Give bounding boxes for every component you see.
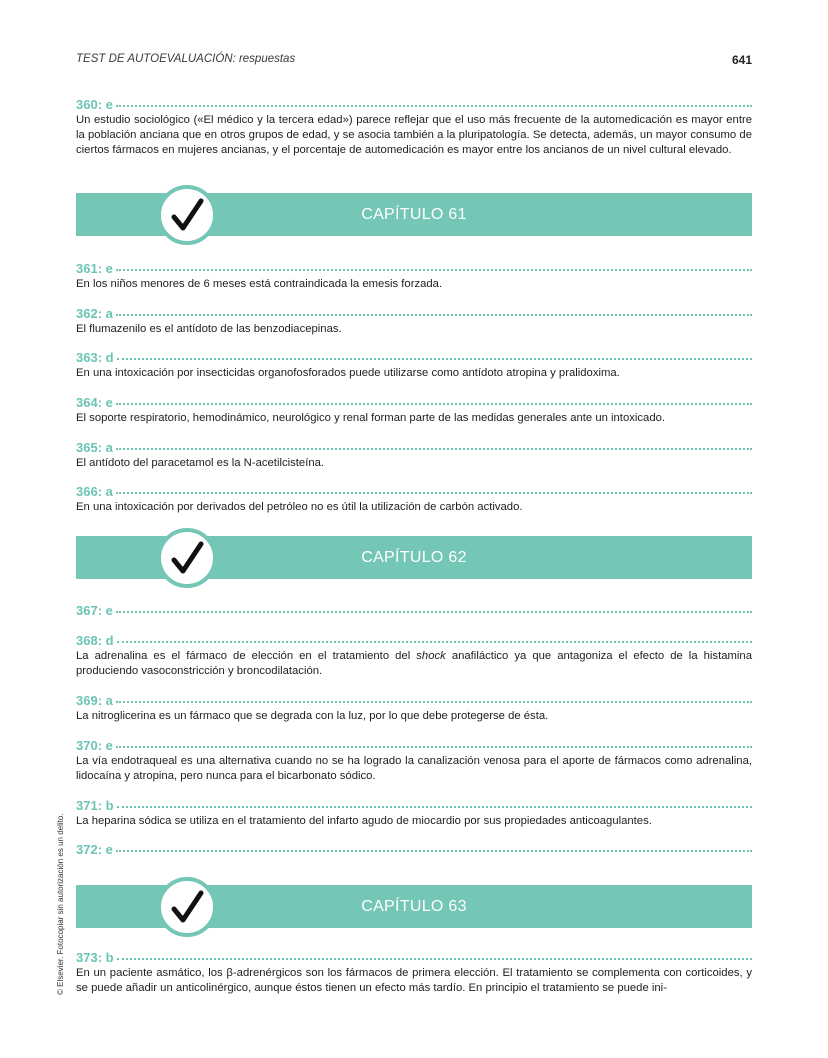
chapter-title: CAPÍTULO 61 — [361, 206, 467, 223]
question-label: 370: e — [76, 738, 113, 753]
question-label: 373: b — [76, 950, 114, 965]
question-label: 360: e — [76, 97, 113, 112]
dotted-leader — [117, 641, 752, 643]
question-366 — [76, 484, 752, 515]
dotted-leader — [116, 492, 752, 494]
question-364 — [76, 395, 752, 426]
checkmark-badge — [157, 528, 217, 588]
answer-text: En una intoxicación por derivados del petróleo no es útil la utilización de carbón activado. — [76, 501, 523, 513]
question-label: 363: d — [76, 350, 114, 365]
question-label: 362: a — [76, 306, 113, 321]
dotted-leader — [117, 806, 752, 808]
question-label: 372: e — [76, 842, 113, 857]
question-367 — [76, 603, 752, 618]
question-label: 365: a — [76, 440, 113, 455]
question-label: 371: b — [76, 798, 114, 813]
question-363 — [76, 350, 752, 381]
chapter-banner-62 — [76, 536, 752, 579]
chapter-title: CAPÍTULO 62 — [361, 549, 467, 566]
checkmark-icon — [161, 189, 213, 241]
answer-text: El antídoto del paracetamol es la N-acetilcisteína. — [76, 457, 325, 469]
chapter-banner-63 — [76, 885, 752, 928]
question-label: 361: e — [76, 261, 113, 276]
answer-text: La nitroglicerina es un fármaco que se degrada con la luz, por lo que debe protegerse de ésta. — [76, 710, 549, 722]
dotted-leader — [116, 269, 752, 271]
question-372 — [76, 842, 752, 857]
question-label: 369: a — [76, 693, 113, 708]
dotted-leader — [116, 403, 752, 405]
answer-text: La vía endotraqueal es una alternativa cuando no se ha logrado la canalización venosa para el aporte de fármacos como adrenalina, lidocaína y atropina, pero nunca para el bicarbonato sódico. — [76, 755, 752, 782]
answer-text: La adrenalina es el fármaco de elección en el tratamiento del shock anafiláctico ya que antagoniza el efecto de la histamina produciendo vasoconstricción y broncodilatación. — [76, 650, 752, 677]
page-header — [76, 53, 752, 69]
page-number: 641 — [731, 53, 752, 67]
question-label: 368: d — [76, 633, 114, 648]
dotted-leader — [117, 958, 752, 960]
answer-text: En los niños menores de 6 meses está contraindicada la emesis forzada. — [76, 278, 443, 290]
dotted-leader — [116, 314, 752, 316]
running-title: TEST DE AUTOEVALUACIÓN: respuestas — [76, 53, 296, 65]
dotted-leader — [116, 611, 752, 613]
question-label: 367: e — [76, 603, 113, 618]
checkmark-badge — [157, 877, 217, 937]
answer-text: La heparina sódica se utiliza en el tratamiento del infarto agudo de miocardio por sus propiedades anticoagulantes. — [76, 815, 652, 827]
dotted-leader — [116, 105, 752, 107]
checkmark-icon — [161, 532, 213, 584]
dotted-leader — [116, 448, 752, 450]
answer-text: En una intoxicación por insecticidas organofosforados puede utilizarse como antídoto atropina y pralidoxima. — [76, 367, 620, 379]
checkmark-badge — [157, 185, 217, 245]
dotted-leader — [116, 701, 752, 703]
question-373 — [76, 950, 752, 996]
question-371 — [76, 798, 752, 829]
answer-text: En un paciente asmático, los β-adrenérgicos son los fármacos de primera elección. El tratamiento se complementa con corticoides, y se puede añadir un anticolinérgico, aunque éstos tienen un efecto más tardío. En principio el tratamiento se puede ini- — [76, 967, 752, 994]
question-label: 366: a — [76, 484, 113, 499]
dotted-leader — [116, 746, 752, 748]
question-368 — [76, 633, 752, 679]
copyright-notice: © Elsevier. Fotocopiar sin autorización es un delito. — [56, 813, 65, 995]
dotted-leader — [116, 850, 752, 852]
question-361 — [76, 261, 752, 292]
answer-text: El soporte respiratorio, hemodinámico, neurológico y renal forman parte de las medidas generales ante un intoxicado. — [76, 412, 666, 424]
question-label: 364: e — [76, 395, 113, 410]
answer-text: El flumazenilo es el antídoto de las benzodiacepinas. — [76, 323, 342, 335]
question-369 — [76, 693, 752, 724]
answer-text: Un estudio sociológico («El médico y la tercera edad») parece reflejar que el uso más frecuente de la automedicación es mayor entre la población anciana que en otros grupos de edad, y se asocia también a la pluripatología. Se detecta, además, un mayor consumo de ciertos fármacos en mujeres ancianas, y el porcentaje de automedicación es mayor entre los ancianos de un nivel cultural elevado. — [76, 114, 752, 156]
question-370 — [76, 738, 752, 784]
dotted-leader — [117, 358, 752, 360]
question-365 — [76, 440, 752, 471]
question-362 — [76, 306, 752, 337]
chapter-banner-61 — [76, 193, 752, 236]
question-360 — [76, 97, 752, 158]
checkmark-icon — [161, 881, 213, 933]
chapter-title: CAPÍTULO 63 — [361, 898, 467, 915]
